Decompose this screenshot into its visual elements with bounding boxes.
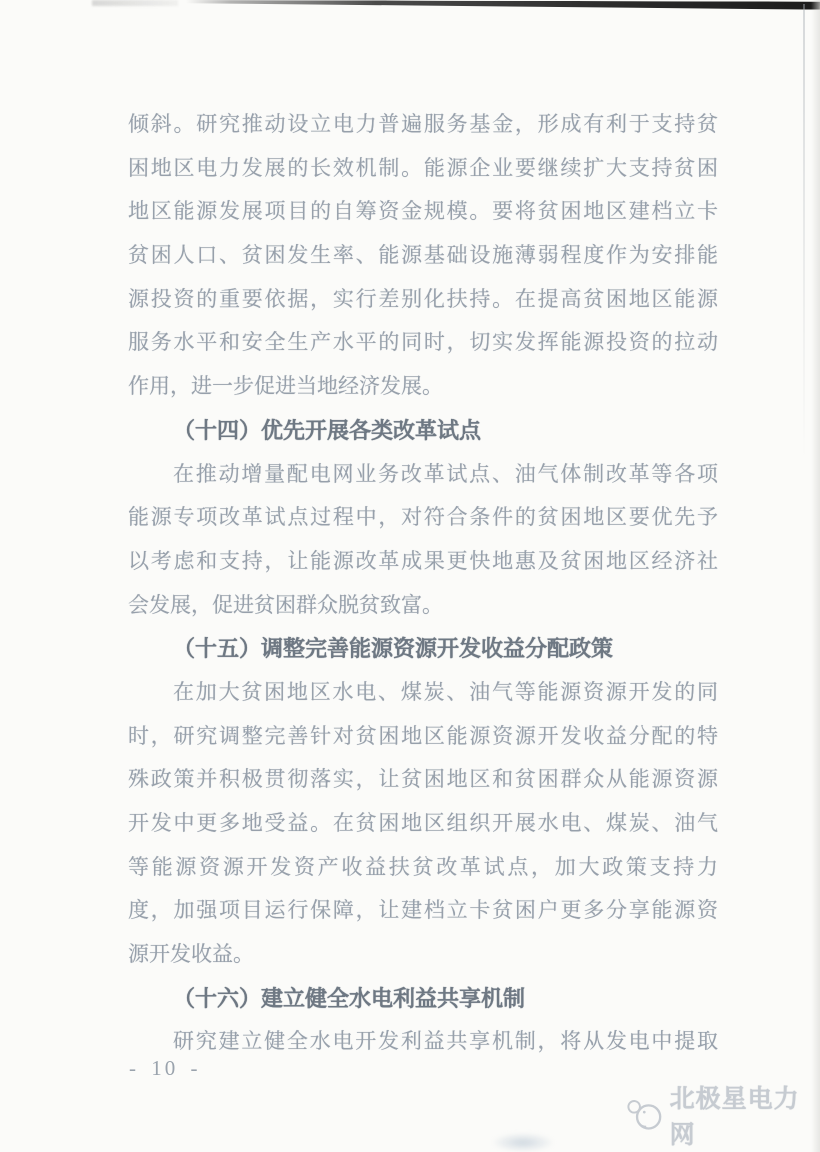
beijixing-logo-icon	[625, 1095, 664, 1135]
text-line: 源开发收益。	[128, 942, 254, 967]
text-line: 在加大贫困地区水电、煤炭、油气等能源资源开发的同	[173, 679, 718, 704]
text-line: 以考虑和支持，让能源改革成果更快地惠及贫困地区经济社	[128, 548, 718, 573]
text-line: 地区能源发展项目的自筹资金规模。要将贫困地区建档立卡	[128, 199, 718, 224]
text-line: 研究建立健全水电开发利益共享机制，将从发电中提取	[173, 1029, 718, 1054]
text-line: 等能源资源开发资产收益扶贫改革试点，加大政策支持力	[128, 854, 718, 879]
text-line: 能源专项改革试点过程中，对符合条件的贫困地区要优先予	[128, 505, 718, 530]
text-line: 贫困人口、贫困发生率、能源基础设施薄弱程度作为安排能	[128, 243, 718, 268]
text-line: 倾斜。研究推动设立电力普遍服务基金，形成有利于支持贫	[128, 112, 718, 136]
text-line: 时，研究调整完善针对贫困地区能源资源开发收益分配的特	[128, 723, 718, 748]
text-line: 困地区电力发展的长效机制。能源企业要继续扩大支持贫困	[128, 155, 718, 180]
text-line: 源投资的重要依据，实行差别化扶持。在提高贫困地区能源	[128, 286, 718, 311]
scan-smudge-top-left	[92, 0, 178, 6]
text-line: 在推动增量配电网业务改革试点、油气体制改革等各项	[173, 461, 718, 486]
text-line: 会发展，促进贫困群众脱贫致富。	[128, 592, 443, 617]
heading-line: （十四）优先开展各类改革试点	[173, 417, 482, 443]
page-number: - 10 -	[129, 1056, 201, 1080]
text-line: 服务水平和安全生产水平的同时，切实发挥能源投资的拉动	[128, 330, 718, 355]
page-right-edge-hairline	[803, 4, 805, 459]
text-line: 作用，进一步促进当地经济发展。	[128, 374, 443, 399]
heading-line: （十六）建立健全水电利益共享机制	[173, 985, 526, 1011]
text-line: 开发中更多地受益。在贫困地区组织开展水电、煤炭、油气	[128, 811, 718, 835]
watermark-text: 北极星电力网	[669, 1085, 800, 1149]
watermark	[625, 1085, 820, 1149]
page-right-edge-shadow	[811, 0, 820, 1152]
text-line: 殊政策并积极贯彻落实，让贫困地区和贫困群众从能源资源	[128, 767, 718, 792]
scan-edge-artifact-top	[186, 0, 820, 10]
scan-smudge-bottom	[492, 1133, 554, 1152]
heading-line: （十五）调整完善能源资源开发收益分配政策	[173, 636, 614, 662]
text-line: 度，加强项目运行保障，让建档立卡贫困户更多分享能源资	[128, 898, 718, 923]
document-body	[128, 103, 718, 1064]
